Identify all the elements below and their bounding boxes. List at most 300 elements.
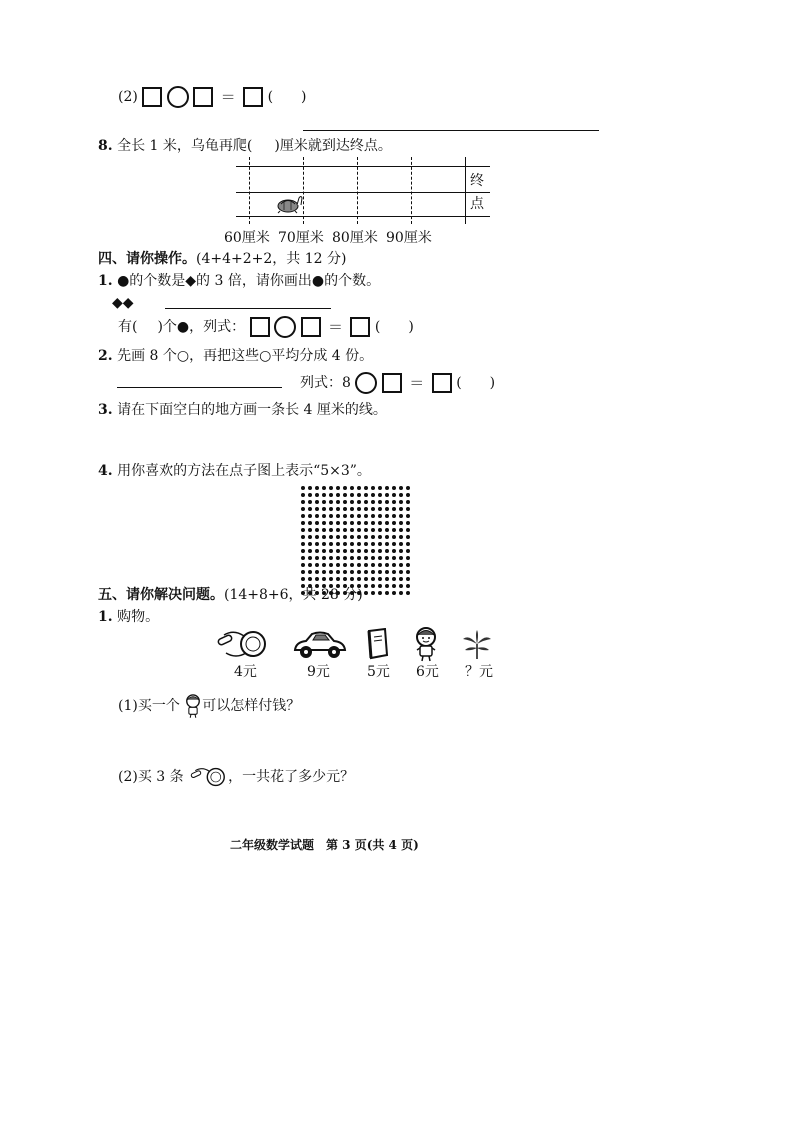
grid-dot[interactable] xyxy=(392,570,396,574)
answer-box[interactable] xyxy=(250,317,270,337)
grid-dot[interactable] xyxy=(357,556,361,560)
grid-dot[interactable] xyxy=(322,577,326,581)
grid-dot[interactable] xyxy=(392,556,396,560)
grid-dot[interactable] xyxy=(371,570,375,574)
grid-dot[interactable] xyxy=(343,556,347,560)
answer-box[interactable] xyxy=(350,317,370,337)
grid-dot[interactable] xyxy=(322,549,326,553)
grid-dot[interactable] xyxy=(378,542,382,546)
toy-car-icon xyxy=(292,630,348,660)
grid-dot[interactable] xyxy=(385,528,389,532)
grid-dot[interactable] xyxy=(301,535,305,539)
grid-dot[interactable] xyxy=(378,584,382,588)
grid-dot[interactable] xyxy=(350,493,354,497)
grid-dot[interactable] xyxy=(364,486,368,490)
grid-dot[interactable] xyxy=(364,584,368,588)
grid-dot[interactable] xyxy=(308,521,312,525)
grid-dot[interactable] xyxy=(385,514,389,518)
grid-dot[interactable] xyxy=(343,493,347,497)
grid-dot[interactable] xyxy=(343,528,347,532)
finish-line xyxy=(465,157,466,224)
grid-dot[interactable] xyxy=(406,577,410,581)
grid-dot[interactable] xyxy=(385,577,389,581)
grid-dot[interactable] xyxy=(301,507,305,511)
grid-dot[interactable] xyxy=(308,570,312,574)
grid-dot[interactable] xyxy=(350,500,354,504)
grid-dot[interactable] xyxy=(343,577,347,581)
grid-dot[interactable] xyxy=(329,507,333,511)
grid-dot[interactable] xyxy=(378,507,382,511)
grid-dot[interactable] xyxy=(357,542,361,546)
grid-dot[interactable] xyxy=(399,556,403,560)
grid-dot[interactable] xyxy=(385,507,389,511)
grid-dot[interactable] xyxy=(371,535,375,539)
grid-dot[interactable] xyxy=(371,549,375,553)
unit-paren[interactable]: ( ) xyxy=(374,319,414,335)
s4-q2-question xyxy=(98,347,373,365)
equals-sign: ＝ xyxy=(220,88,236,106)
grid-dot[interactable] xyxy=(385,521,389,525)
grid-dot[interactable] xyxy=(308,535,312,539)
grid-dot[interactable] xyxy=(378,535,382,539)
s4-q2-number: 2. xyxy=(98,348,113,364)
grid-dot[interactable] xyxy=(364,577,368,581)
grid-dot[interactable] xyxy=(357,493,361,497)
grid-dot[interactable] xyxy=(378,493,382,497)
grid-dot[interactable] xyxy=(357,521,361,525)
grid-dot[interactable] xyxy=(385,493,389,497)
grid-dot[interactable] xyxy=(350,563,354,567)
grid-dot[interactable] xyxy=(364,542,368,546)
q8-text-a: 全长 1 米，乌龟再爬( xyxy=(117,138,253,154)
diamond-shapes: ◆◆ xyxy=(112,295,134,311)
grid-dot[interactable] xyxy=(301,500,305,504)
grid-dot[interactable] xyxy=(336,549,340,553)
grid-dot[interactable] xyxy=(357,486,361,490)
grid-dot[interactable] xyxy=(385,563,389,567)
grid-dot[interactable] xyxy=(343,500,347,504)
grid-dot[interactable] xyxy=(301,542,305,546)
grid-dot[interactable] xyxy=(399,514,403,518)
s4-q4-question xyxy=(98,462,371,480)
grid-dot[interactable] xyxy=(322,535,326,539)
grid-dot[interactable] xyxy=(343,514,347,518)
grid-dot[interactable] xyxy=(406,584,410,588)
grid-dot[interactable] xyxy=(364,549,368,553)
s4-q4-number: 4. xyxy=(98,463,113,479)
price-book: 5元 xyxy=(367,664,390,680)
grid-dot[interactable] xyxy=(357,500,361,504)
grid-dot[interactable] xyxy=(329,577,333,581)
grid-dot[interactable] xyxy=(399,570,403,574)
doll-icon xyxy=(413,626,439,662)
grid-dot[interactable] xyxy=(392,549,396,553)
grid-dot[interactable] xyxy=(378,549,382,553)
grid-dot[interactable] xyxy=(350,535,354,539)
grid-dot[interactable] xyxy=(406,542,410,546)
grid-dot[interactable] xyxy=(371,521,375,525)
grid-dot[interactable] xyxy=(343,570,347,574)
grid-dot[interactable] xyxy=(350,528,354,532)
answer-area[interactable] xyxy=(118,715,598,760)
grid-dot[interactable] xyxy=(392,493,396,497)
grid-dot[interactable] xyxy=(385,535,389,539)
grid-dot[interactable] xyxy=(315,570,319,574)
grid-dot[interactable] xyxy=(308,493,312,497)
grid-dot[interactable] xyxy=(301,493,305,497)
grid-dot[interactable] xyxy=(385,542,389,546)
grid-dot[interactable] xyxy=(357,563,361,567)
grid-dot[interactable] xyxy=(371,563,375,567)
grid-dot[interactable] xyxy=(322,500,326,504)
ruler-label-90: 90厘米 xyxy=(386,230,432,246)
grid-dot[interactable] xyxy=(406,563,410,567)
grid-dot[interactable] xyxy=(301,549,305,553)
grid-dot[interactable] xyxy=(308,500,312,504)
grid-dot[interactable] xyxy=(301,556,305,560)
grid-dot[interactable] xyxy=(336,535,340,539)
grid-dot[interactable] xyxy=(399,500,403,504)
grid-dot[interactable] xyxy=(378,500,382,504)
s4-q1-question xyxy=(98,272,380,290)
grid-dot[interactable] xyxy=(350,507,354,511)
grid-dot[interactable] xyxy=(315,542,319,546)
grid-dot[interactable] xyxy=(399,591,403,595)
grid-dot[interactable] xyxy=(301,563,305,567)
grid-dot[interactable] xyxy=(315,493,319,497)
grid-dot[interactable] xyxy=(364,535,368,539)
grid-dot[interactable] xyxy=(322,570,326,574)
grid-dot[interactable] xyxy=(399,535,403,539)
grid-dot[interactable] xyxy=(371,493,375,497)
grid-dot[interactable] xyxy=(399,542,403,546)
grid-dot[interactable] xyxy=(336,521,340,525)
grid-dot[interactable] xyxy=(406,556,410,560)
grid-dot[interactable] xyxy=(364,500,368,504)
section5-heading xyxy=(98,586,363,604)
grid-dot[interactable] xyxy=(385,549,389,553)
grid-dot[interactable] xyxy=(322,521,326,525)
grid-dot[interactable] xyxy=(406,535,410,539)
grid-dot[interactable] xyxy=(336,570,340,574)
grid-dot[interactable] xyxy=(406,507,410,511)
draw-circles-line[interactable] xyxy=(117,387,282,388)
grid-dot[interactable] xyxy=(378,486,382,490)
grid-dot[interactable] xyxy=(315,577,319,581)
grid-dot[interactable] xyxy=(343,486,347,490)
draw-area[interactable] xyxy=(98,424,598,460)
grid-dot[interactable] xyxy=(406,570,410,574)
q8-text-b: )厘米就到达终点。 xyxy=(274,138,392,154)
grid-dot[interactable] xyxy=(406,521,410,525)
grid-dot[interactable] xyxy=(378,556,382,560)
grid-dot[interactable] xyxy=(350,521,354,525)
grid-dot[interactable] xyxy=(301,528,305,532)
grid-dot[interactable] xyxy=(308,514,312,518)
grid-dot[interactable] xyxy=(322,528,326,532)
grid-dot[interactable] xyxy=(385,570,389,574)
grid-dot[interactable] xyxy=(371,577,375,581)
mark-60 xyxy=(249,157,250,224)
grid-dot[interactable] xyxy=(322,563,326,567)
grid-dot[interactable] xyxy=(350,556,354,560)
grid-dot[interactable] xyxy=(350,514,354,518)
grid-dot[interactable] xyxy=(322,486,326,490)
grid-dot[interactable] xyxy=(329,500,333,504)
grid-dot[interactable] xyxy=(336,577,340,581)
answer-area[interactable] xyxy=(118,788,598,828)
grid-dot[interactable] xyxy=(343,549,347,553)
operator-circle[interactable] xyxy=(274,316,296,338)
grid-dot[interactable] xyxy=(357,507,361,511)
grid-dot[interactable] xyxy=(399,549,403,553)
track-line-bottom xyxy=(236,216,490,217)
ruler-label-80: 80厘米 xyxy=(332,230,378,246)
section5-title: 五、请你解决问题。 xyxy=(98,587,224,603)
grid-dot[interactable] xyxy=(329,542,333,546)
grid-dot[interactable] xyxy=(350,542,354,546)
grid-dot[interactable] xyxy=(378,514,382,518)
s5-q1-part2-a: (2)买 3 条 xyxy=(118,769,184,785)
grid-dot[interactable] xyxy=(371,486,375,490)
grid-dot[interactable] xyxy=(357,535,361,539)
grid-dot[interactable] xyxy=(301,570,305,574)
grid-dot[interactable] xyxy=(336,493,340,497)
grid-dot[interactable] xyxy=(364,528,368,532)
grid-dot[interactable] xyxy=(371,542,375,546)
grid-dot[interactable] xyxy=(371,584,375,588)
grid-dot[interactable] xyxy=(357,577,361,581)
grid-dot[interactable] xyxy=(392,535,396,539)
grid-dot[interactable] xyxy=(329,556,333,560)
grid-dot[interactable] xyxy=(322,514,326,518)
grid-dot[interactable] xyxy=(315,563,319,567)
grid-dot[interactable] xyxy=(350,486,354,490)
grid-dot[interactable] xyxy=(322,507,326,511)
s4-q3-number: 3. xyxy=(98,402,113,418)
s5-q1-text: 购物。 xyxy=(117,609,160,625)
grid-dot[interactable] xyxy=(406,486,410,490)
operator-circle[interactable] xyxy=(355,372,377,394)
grid-dot[interactable] xyxy=(385,591,389,595)
grid-dot[interactable] xyxy=(322,493,326,497)
grid-dot[interactable] xyxy=(406,591,410,595)
grid-dot[interactable] xyxy=(301,521,305,525)
grid-dot[interactable] xyxy=(329,570,333,574)
grid-dot[interactable] xyxy=(385,556,389,560)
section5-points: (14+8+6，共 28 分) xyxy=(224,587,363,603)
s5-q1-number: 1. xyxy=(98,609,113,625)
s5-q1-part1-b: 可以怎样付钱？ xyxy=(202,698,301,714)
grid-dot[interactable] xyxy=(329,521,333,525)
grid-dot[interactable] xyxy=(406,514,410,518)
answer-box[interactable] xyxy=(142,87,162,107)
grid-dot[interactable] xyxy=(399,577,403,581)
grid-dot[interactable] xyxy=(336,542,340,546)
grid-dot[interactable] xyxy=(329,549,333,553)
grid-dot[interactable] xyxy=(336,507,340,511)
grid-dot[interactable] xyxy=(315,535,319,539)
grid-dot[interactable] xyxy=(399,507,403,511)
grid-dot[interactable] xyxy=(350,549,354,553)
grid-dot[interactable] xyxy=(385,486,389,490)
grid-dot[interactable] xyxy=(301,514,305,518)
turtle-icon xyxy=(275,194,305,214)
grid-dot[interactable] xyxy=(308,507,312,511)
unit-paren[interactable]: ( ) xyxy=(456,375,496,391)
grid-dot[interactable] xyxy=(364,563,368,567)
grid-dot[interactable] xyxy=(399,486,403,490)
operator-circle[interactable] xyxy=(167,86,189,108)
grid-dot[interactable] xyxy=(357,528,361,532)
grid-dot[interactable] xyxy=(392,486,396,490)
grid-dot[interactable] xyxy=(406,493,410,497)
grid-dot[interactable] xyxy=(371,500,375,504)
grid-dot[interactable] xyxy=(399,563,403,567)
grid-dot[interactable] xyxy=(392,591,396,595)
grid-dot[interactable] xyxy=(392,577,396,581)
grid-dot[interactable] xyxy=(329,514,333,518)
grid-dot[interactable] xyxy=(315,507,319,511)
grid-dot[interactable] xyxy=(399,584,403,588)
grid-dot[interactable] xyxy=(329,535,333,539)
grid-dot[interactable] xyxy=(315,500,319,504)
grid-dot[interactable] xyxy=(364,521,368,525)
grid-dot[interactable] xyxy=(308,556,312,560)
grid-dot[interactable] xyxy=(364,570,368,574)
ruler-label-60: 60厘米 xyxy=(224,230,270,246)
price-doll: 6元 xyxy=(416,664,439,680)
grid-dot[interactable] xyxy=(350,577,354,581)
s4-q1-has-b: )个●，列式： xyxy=(157,319,246,335)
grid-dot[interactable] xyxy=(371,591,375,595)
grid-dot[interactable] xyxy=(364,556,368,560)
grid-dot[interactable] xyxy=(308,486,312,490)
grid-dot[interactable] xyxy=(364,514,368,518)
grid-dot[interactable] xyxy=(308,563,312,567)
grid-dot[interactable] xyxy=(371,528,375,532)
answer-box[interactable] xyxy=(301,317,321,337)
dot-grid[interactable] xyxy=(299,484,411,596)
grid-dot[interactable] xyxy=(392,500,396,504)
grid-dot[interactable] xyxy=(406,528,410,532)
grid-dot[interactable] xyxy=(378,570,382,574)
grid-dot[interactable] xyxy=(336,556,340,560)
grid-dot[interactable] xyxy=(315,556,319,560)
grid-dot[interactable] xyxy=(364,493,368,497)
draw-circles-line[interactable] xyxy=(165,308,331,309)
grid-dot[interactable] xyxy=(308,577,312,581)
grid-dot[interactable] xyxy=(322,556,326,560)
grid-dot[interactable] xyxy=(399,521,403,525)
s4-q2-formula-label: 列式：8 xyxy=(300,375,351,391)
grid-dot[interactable] xyxy=(406,500,410,504)
grid-dot[interactable] xyxy=(392,528,396,532)
grid-dot[interactable] xyxy=(350,570,354,574)
grid-dot[interactable] xyxy=(329,486,333,490)
grid-dot[interactable] xyxy=(378,521,382,525)
grid-dot[interactable] xyxy=(343,507,347,511)
grid-dot[interactable] xyxy=(315,514,319,518)
grid-dot[interactable] xyxy=(392,521,396,525)
grid-dot[interactable] xyxy=(329,563,333,567)
grid-dot[interactable] xyxy=(378,528,382,532)
grid-dot[interactable] xyxy=(399,493,403,497)
price-jump-rope: 4元 xyxy=(234,664,257,680)
grid-dot[interactable] xyxy=(315,521,319,525)
q7-part2-row xyxy=(118,86,307,108)
grid-dot[interactable] xyxy=(329,493,333,497)
grid-dot[interactable] xyxy=(308,549,312,553)
grid-dot[interactable] xyxy=(336,528,340,532)
answer-box[interactable] xyxy=(432,373,452,393)
grid-dot[interactable] xyxy=(364,507,368,511)
grid-dot[interactable] xyxy=(378,577,382,581)
grid-dot[interactable] xyxy=(301,577,305,581)
grid-dot[interactable] xyxy=(308,528,312,532)
grid-dot[interactable] xyxy=(385,500,389,504)
grid-dot[interactable] xyxy=(385,584,389,588)
jump-rope-icon xyxy=(216,627,268,661)
grid-dot[interactable] xyxy=(308,542,312,546)
answer-box[interactable] xyxy=(243,87,263,107)
price-toy-car: 9元 xyxy=(307,664,330,680)
grid-dot[interactable] xyxy=(301,486,305,490)
grid-dot[interactable] xyxy=(357,570,361,574)
grid-dot[interactable] xyxy=(343,563,347,567)
grid-dot[interactable] xyxy=(315,528,319,532)
grid-dot[interactable] xyxy=(406,549,410,553)
grid-dot[interactable] xyxy=(364,591,368,595)
grid-dot[interactable] xyxy=(392,507,396,511)
grid-dot[interactable] xyxy=(371,507,375,511)
grid-dot[interactable] xyxy=(392,514,396,518)
grid-dot[interactable] xyxy=(371,556,375,560)
grid-dot[interactable] xyxy=(357,514,361,518)
answer-box[interactable] xyxy=(382,373,402,393)
section4-points: (4+4+2+2，共 12 分) xyxy=(196,251,347,267)
unit-paren[interactable]: ( ) xyxy=(267,89,307,105)
grid-dot[interactable] xyxy=(336,500,340,504)
grid-dot[interactable] xyxy=(371,514,375,518)
grid-dot[interactable] xyxy=(378,591,382,595)
grid-dot[interactable] xyxy=(336,563,340,567)
ruler-label-70: 70厘米 xyxy=(278,230,324,246)
grid-dot[interactable] xyxy=(343,521,347,525)
grid-dot[interactable] xyxy=(399,528,403,532)
grid-dot[interactable] xyxy=(392,563,396,567)
grid-dot[interactable] xyxy=(336,514,340,518)
mark-90 xyxy=(411,157,412,224)
equals-sign: ＝ xyxy=(409,374,425,392)
grid-dot[interactable] xyxy=(343,542,347,546)
q8-number: 8. xyxy=(98,138,113,154)
grid-dot[interactable] xyxy=(315,549,319,553)
grid-dot[interactable] xyxy=(336,486,340,490)
grid-dot[interactable] xyxy=(392,584,396,588)
grid-dot[interactable] xyxy=(343,535,347,539)
grid-dot[interactable] xyxy=(322,542,326,546)
grid-dot[interactable] xyxy=(392,542,396,546)
grid-dot[interactable] xyxy=(315,486,319,490)
grid-dot[interactable] xyxy=(378,563,382,567)
s4-q2-text: 先画 8 个○，再把这些○平均分成 4 份。 xyxy=(117,348,374,364)
track-line-middle xyxy=(236,192,490,193)
grid-dot[interactable] xyxy=(357,549,361,553)
s4-q1-number: 1. xyxy=(98,273,113,289)
grid-dot[interactable] xyxy=(329,528,333,532)
answer-box[interactable] xyxy=(193,87,213,107)
